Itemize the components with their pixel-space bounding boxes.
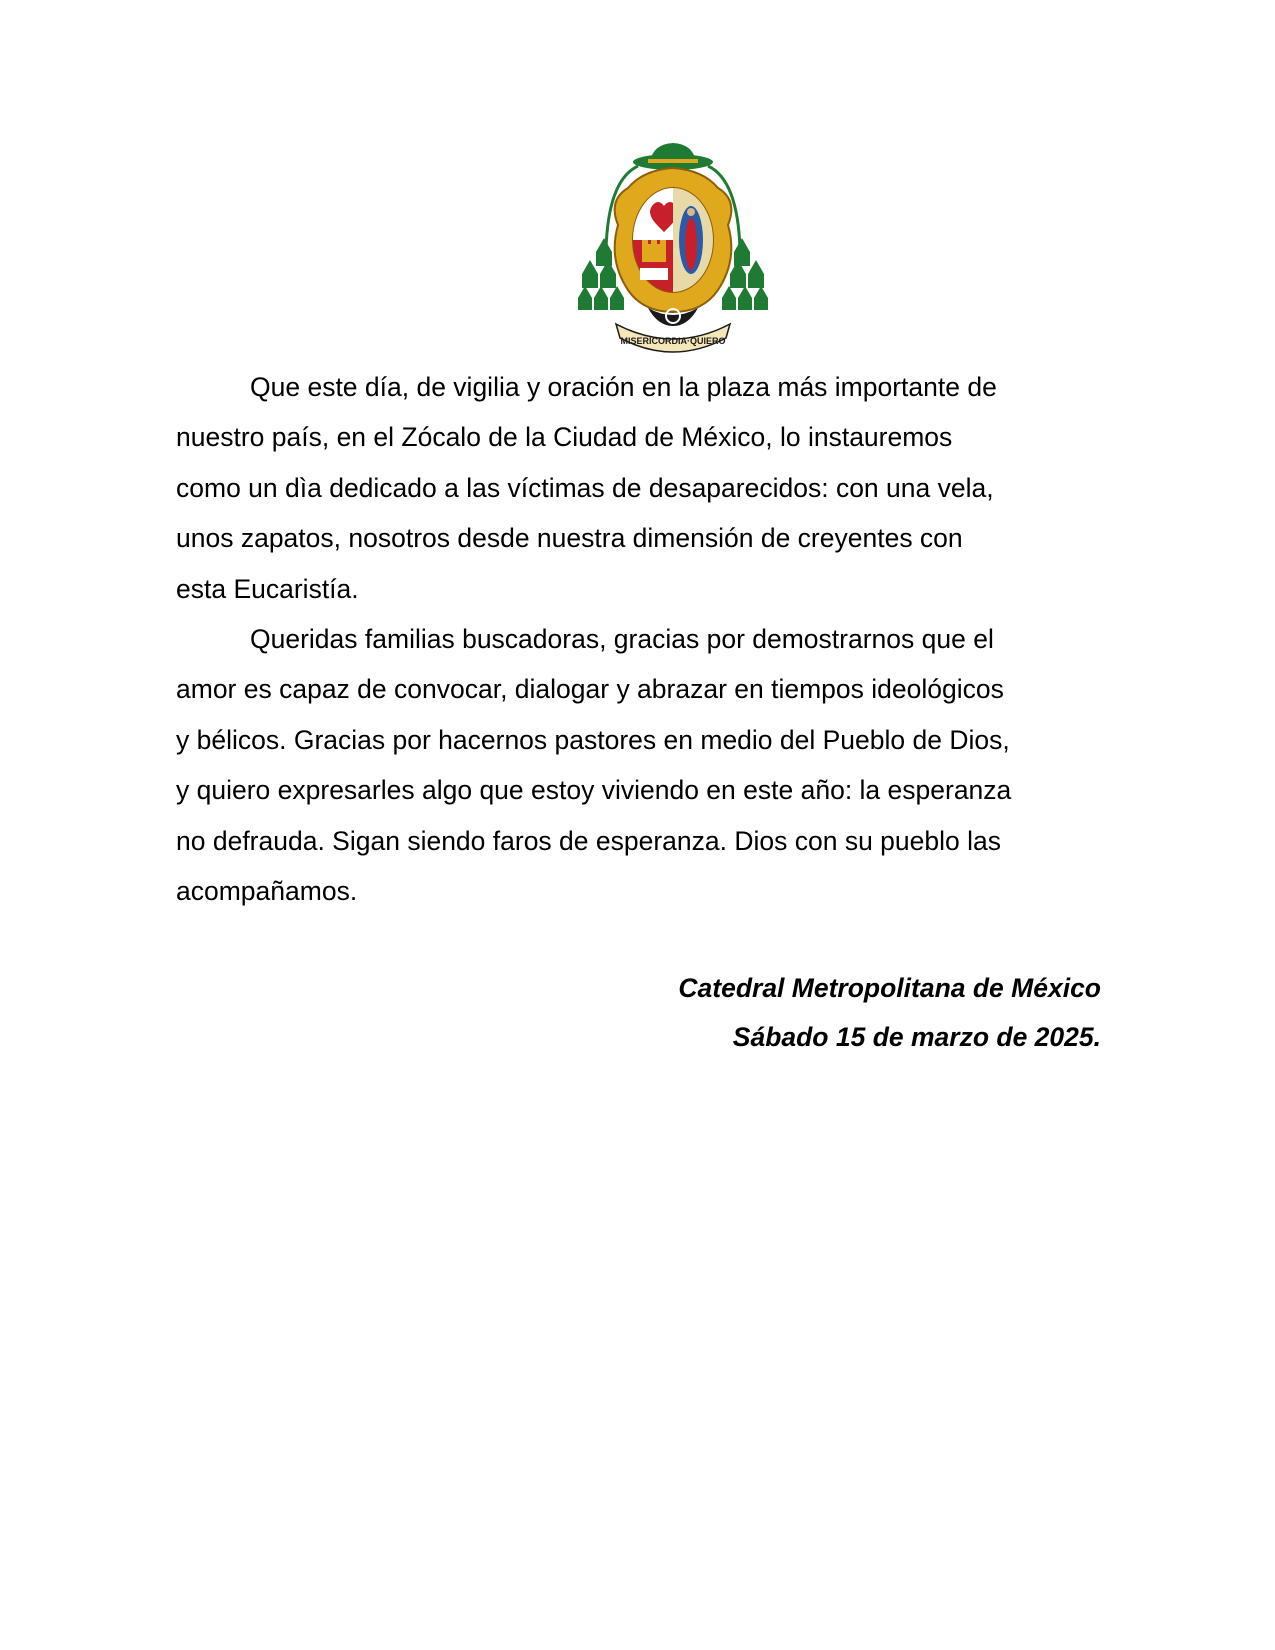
- signature-date: Sábado 15 de marzo de 2025.: [732, 1022, 1101, 1052]
- signature-block: [176, 964, 1101, 1062]
- letter-body: [176, 362, 1101, 916]
- paragraph-2: Queridas familias buscadoras, gracias por demostrarnos que el amor es capaz de convocar, dialogar y abrazar en tiempos ideológicos y bélicos. Gracias por hacernos pastores en medio del Pueblo de Dios, y quiero expresarles algo que estoy viviendo en este año: la esperanza no defrauda. Sigan siendo faros de esperanza. Dios con su pueblo las acompañamos.: [176, 624, 1012, 907]
- coat-of-arms-logo: [578, 140, 768, 360]
- coat-of-arms-image: [578, 140, 768, 360]
- signature-place: Catedral Metropolitana de México: [678, 973, 1101, 1003]
- paragraph-1: Que este día, de vigilia y oración en la plaza más importante de nuestro país, en el Zócalo de la Ciudad de México, lo instauremos como un dìa dedicado a las víctimas de desaparecidos: con una vela, unos zapatos, nosotros desde nuestra dimensión de creyentes con esta Eucaristía.: [176, 372, 997, 604]
- svg-text:MISERICORDIA·QUIERO: MISERICORDIA·QUIERO: [620, 336, 726, 346]
